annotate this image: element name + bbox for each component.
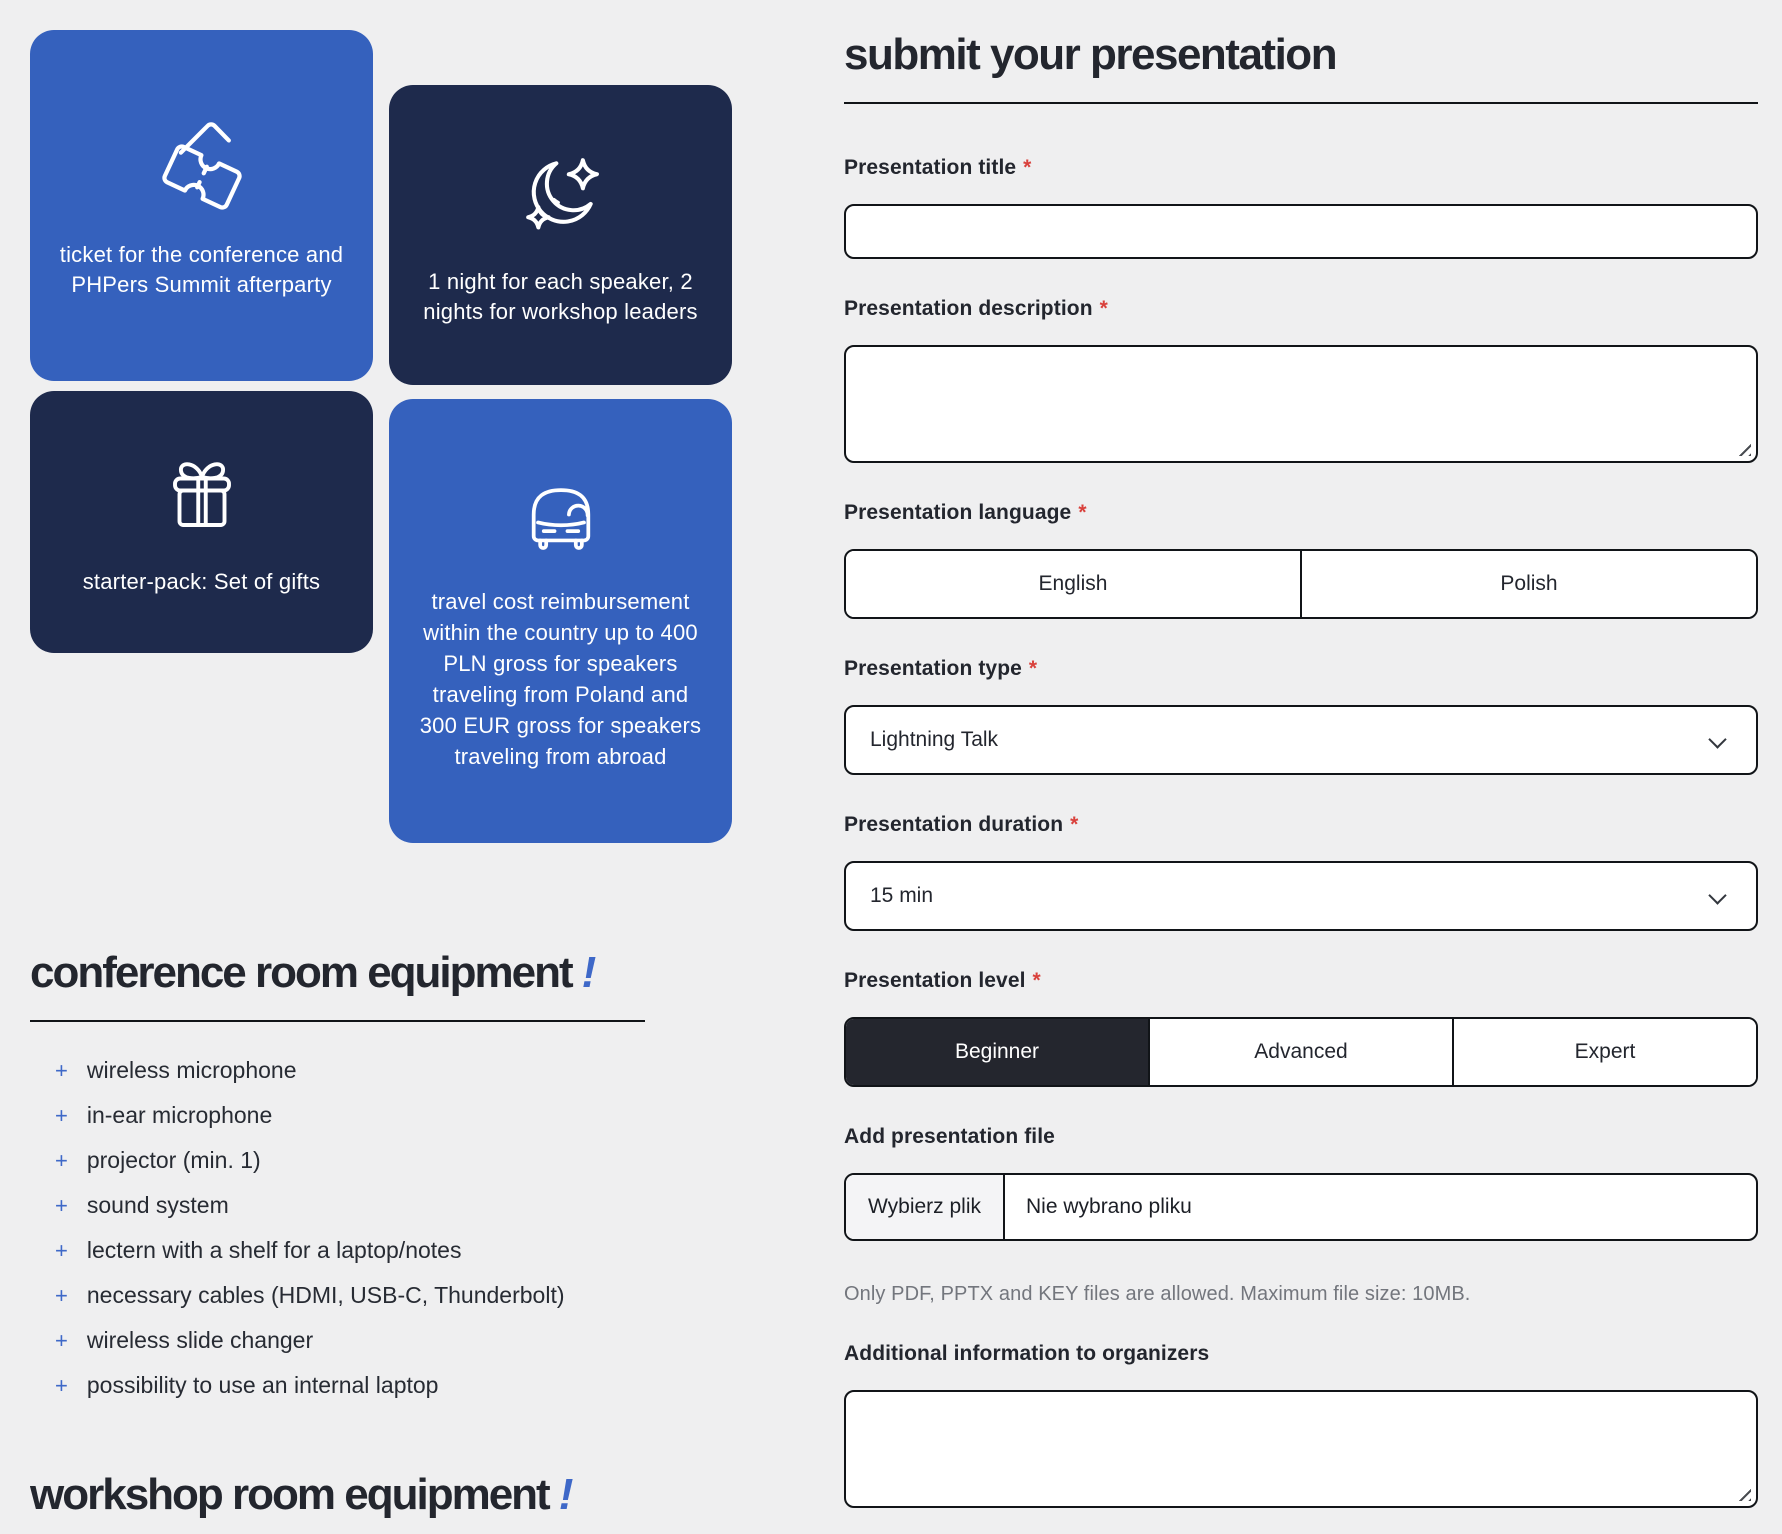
presentation-level-label: Presentation level * [844, 969, 1041, 992]
level-option-beginner[interactable]: Beginner [846, 1019, 1148, 1085]
list-item [30, 1138, 735, 1183]
presentation-description-label: Presentation description * [844, 297, 1108, 320]
presentation-duration-value: 15 min [870, 884, 934, 907]
field-presentation-file [844, 1125, 1758, 1241]
plus-icon: + [55, 1102, 68, 1128]
list-item-label: lectern with a shelf for a laptop/notes [86, 1237, 462, 1263]
list-item-label: wireless slide changer [86, 1327, 314, 1353]
conference-equipment-list [30, 1048, 735, 1408]
list-item [30, 1363, 735, 1408]
language-option-polish[interactable]: Polish [1300, 551, 1756, 617]
benefit-cards-column-b [389, 30, 732, 843]
conference-equipment-heading [30, 948, 735, 998]
file-helper-text: Only PDF, PPTX and KEY files are allowed. Maximum file size: 10MB. [844, 1283, 1471, 1305]
plus-icon: + [55, 1282, 68, 1308]
conference-equipment-title: conference room equipment [30, 948, 572, 997]
plus-icon: + [55, 1147, 68, 1173]
list-item [30, 1228, 735, 1273]
field-additional-information [844, 1342, 1758, 1508]
plus-icon: + [55, 1372, 68, 1398]
list-item [30, 1093, 735, 1138]
list-item-label: necessary cables (HDMI, USB-C, Thunderbolt) [86, 1282, 565, 1308]
benefit-card-gifts [30, 391, 373, 653]
presentation-title-input[interactable] [844, 204, 1758, 259]
plus-icon: + [55, 1057, 68, 1083]
choose-file-button[interactable]: Wybierz plik [846, 1175, 1005, 1239]
benefit-card-text: travel cost reimbursement within the country up to 400 PLN gross for speakers traveling from Poland and 300 EUR gross for speakers traveling from abroad [419, 589, 702, 769]
required-asterisk: * [1078, 501, 1087, 524]
list-item-label: possibility to use an internal laptop [86, 1372, 439, 1398]
benefit-card-text: ticket for the conference and PHPers Summit afterparty [59, 241, 344, 297]
plus-icon: + [55, 1327, 68, 1353]
benefit-card-text: 1 night for each speaker, 2 nights for workshop leaders [423, 269, 698, 324]
presentation-duration-label: Presentation duration * [844, 813, 1079, 836]
plus-icon: + [55, 1192, 68, 1218]
submission-form [844, 30, 1758, 1534]
presentation-type-select[interactable] [844, 705, 1758, 775]
field-presentation-type [844, 657, 1758, 775]
file-status-text: Nie wybrano pliku [1026, 1195, 1192, 1218]
field-presentation-title [844, 156, 1758, 259]
speaker-benefits-section [30, 30, 735, 1534]
workshop-equipment-title: workshop room equipment [30, 1470, 549, 1519]
required-asterisk: * [1070, 813, 1079, 836]
exclamation-accent: ! [581, 948, 595, 997]
gift-icon [154, 447, 250, 543]
required-asterisk: * [1099, 297, 1108, 320]
benefit-cards [30, 30, 735, 843]
language-segmented-control [844, 549, 1758, 619]
field-presentation-language [844, 501, 1758, 619]
list-item [30, 1273, 735, 1318]
list-item-label: wireless microphone [86, 1057, 297, 1083]
language-option-english[interactable]: English [846, 551, 1300, 617]
level-option-expert[interactable]: Expert [1452, 1019, 1756, 1085]
field-presentation-description [844, 297, 1758, 463]
level-segmented-control [844, 1017, 1758, 1087]
required-asterisk: * [1028, 657, 1038, 680]
ticket-icon [146, 112, 258, 216]
form-title: submit your presentation [844, 30, 1337, 79]
list-item-label: sound system [86, 1192, 229, 1218]
form-title-divider [844, 102, 1758, 104]
presentation-duration-select[interactable] [844, 861, 1758, 931]
presentation-language-label: Presentation language * [844, 501, 1087, 524]
required-asterisk: * [1023, 156, 1032, 179]
additional-information-textarea-inner[interactable] [846, 1392, 1756, 1506]
chevron-down-icon [1708, 886, 1726, 904]
list-item-label: projector (min. 1) [86, 1147, 261, 1173]
field-presentation-duration [844, 813, 1758, 931]
benefit-card-ticket [30, 30, 373, 381]
required-asterisk: * [1032, 969, 1041, 992]
list-item [30, 1183, 735, 1228]
presentation-file-input[interactable] [844, 1173, 1758, 1241]
list-item-label: in-ear microphone [86, 1102, 273, 1128]
additional-information-label: Additional information to organizers [844, 1342, 1210, 1365]
benefit-cards-column-a [30, 30, 373, 843]
presentation-type-label: Presentation type * [844, 657, 1038, 680]
plus-icon: + [55, 1237, 68, 1263]
presentation-title-label: Presentation title * [844, 156, 1032, 179]
moon-stars-icon [511, 143, 611, 243]
presentation-file-label: Add presentation file [844, 1125, 1055, 1148]
list-item [30, 1318, 735, 1363]
car-icon [511, 470, 611, 562]
benefit-card-travel [389, 399, 732, 843]
exclamation-accent: ! [558, 1470, 572, 1519]
benefit-card-hotel [389, 85, 732, 385]
benefit-card-text: starter-pack: Set of gifts [82, 569, 321, 594]
level-option-advanced[interactable]: Advanced [1148, 1019, 1452, 1085]
chevron-down-icon [1708, 730, 1726, 748]
field-presentation-level [844, 969, 1758, 1087]
workshop-equipment-heading [30, 1470, 735, 1520]
additional-information-textarea[interactable] [844, 1390, 1758, 1508]
presentation-type-value: Lightning Talk [870, 728, 999, 751]
presentation-description-textarea-inner[interactable] [846, 347, 1756, 461]
list-item [30, 1048, 735, 1093]
presentation-description-textarea[interactable] [844, 345, 1758, 463]
section-divider [30, 1020, 645, 1022]
